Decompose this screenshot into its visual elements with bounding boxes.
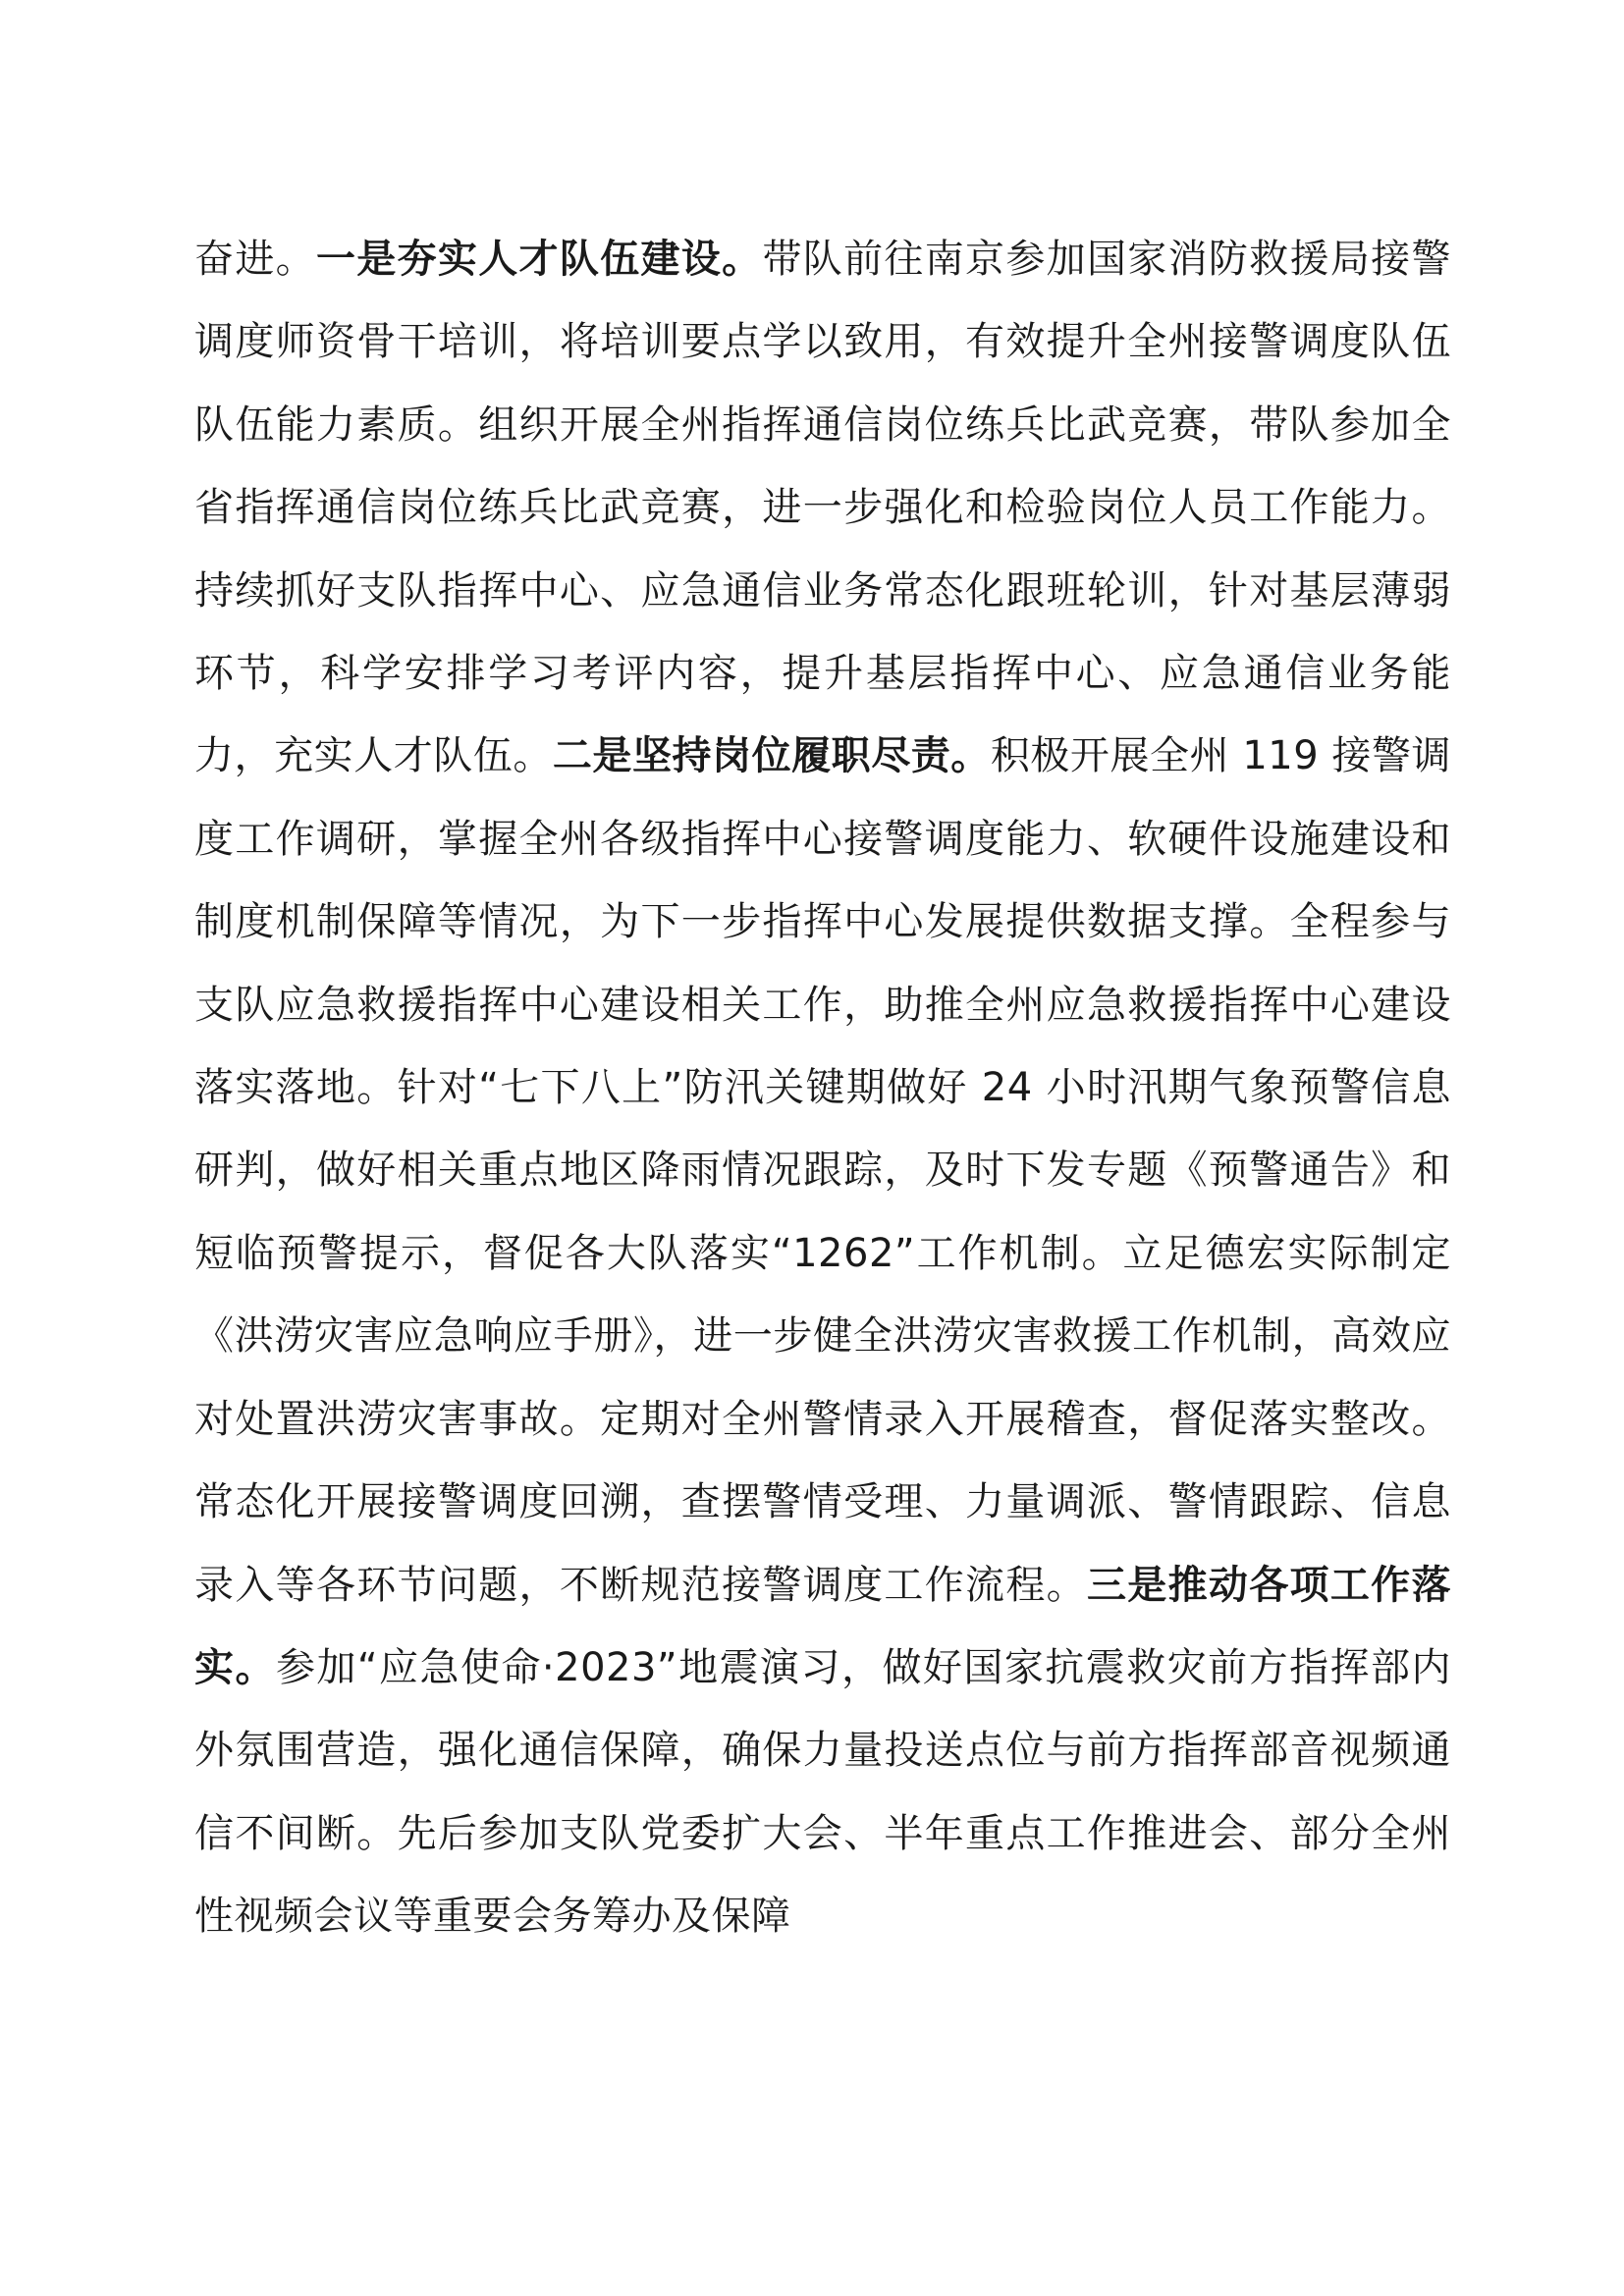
heading-point-two: 二是坚持岗位履职尽责。 <box>552 733 991 779</box>
text-run: 带队前往南京参加国家消防救援局接警调度师资骨干培训，将培训要点学以致用，有效提升全州接警调度队伍队伍能力素质。组织开展全州指挥通信岗位练兵比武竞赛，带队参加全省指挥通信岗位练兵比武竞赛，进一步强化和检验岗位人员工作能力。持续抓好支队指挥中心、应急通信业务常态化跟班轮训，针对基层薄弱环节，科学安排学习考评内容，提升基层指挥中心、应急通信业务能力，充实人才队伍。 <box>194 237 1452 779</box>
heading-point-one: 一是夯实人才队伍建设。 <box>315 237 763 282</box>
text-run: 积极开展全州 119 接警调度工作调研，掌握全州各级指挥中心接警调度能力、软硬件设施建设和制度机制保障等情况，为下一步指挥中心发展提供数据支撑。全程参与支队应急救援指挥中心建设相关工作，助推全州应急救援指挥中心建设落实落地。针对“七下八上”防汛关键期做好 24 小时汛期气象预警信息研判，做好相关重点地区降雨情况跟踪，及时下发专题《预警通告》和短临预警提示，督促各大队落实“1262”工作机制。立足德宏实际制定《洪涝灾害应急响应手册》，进一步健全洪涝灾害救援工作机制，高效应对处置洪涝灾害事故。定期对全州警情录入开展稽查，督促落实整改。常态化开展接警调度回溯，查摆警情受理、力量调派、警情跟踪、信息录入等各环节问题，不断规范接警调度工作流程。 <box>194 733 1452 1608</box>
body-paragraph <box>194 218 1451 1958</box>
heading-point-three: 三是推动各项工作落实。 <box>194 1562 1452 1690</box>
text-run: 参加“应急使命·2023”地震演习，做好国家抗震救灾前方指挥部内外氛围营造，强化通信保障，确保力量投送点位与前方指挥部音视频通信不间断。先后参加支队党委扩大会、半年重点工作推进会、部分全州性视频会议等重要会务筹办及保障 <box>194 1644 1451 1940</box>
text-run: 奋进。 <box>194 237 316 282</box>
